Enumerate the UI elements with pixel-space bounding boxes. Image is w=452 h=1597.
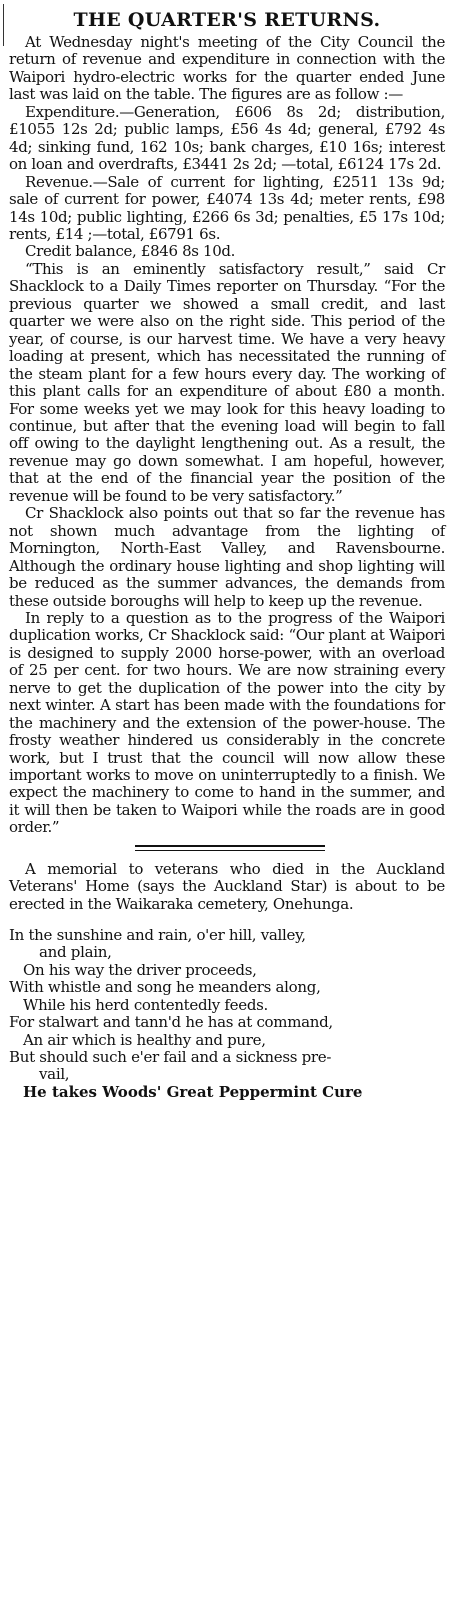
- advertisement-poem: [9, 927, 445, 1101]
- poem-line: But should such e'er fail and a sickness pre-: [9, 1047, 332, 1066]
- poem-line: With whistle and song he meanders along,: [9, 978, 321, 997]
- memorial-notice: [9, 861, 445, 913]
- poem-line: On his way the driver proceeds,: [23, 960, 257, 979]
- divider-rule: [135, 845, 325, 851]
- newspaper-column: [9, 0, 445, 1101]
- poem-line: An air which is healthy and pure,: [23, 1030, 266, 1049]
- poem-line: He takes Woods' Great Peppermint Cure: [23, 1082, 363, 1101]
- poem-line: vail,: [39, 1065, 70, 1084]
- article-paragraph: Expenditure.—Generation, £606 8s 2d; distribution, £1055 12s 2d; public lamps, £56 4s 4d; general, £792 4s 4d; sinking fund, 162 10s; bank charges, £10 16s; interest on loan and overdrafts, £3441 2s 2d; —total, £6124 17s 2d.: [9, 102, 445, 174]
- notice-paragraph: A memorial to veterans who died in the Auckland Veterans' Home (says the Auckland Star) is about to be erected in the Waikaraka cemetery, Onehunga.: [9, 859, 445, 913]
- margin-mark: [3, 4, 4, 46]
- poem-line: For stalwart and tann'd he has at command,: [9, 1013, 333, 1032]
- article-paragraph: At Wednesday night's meeting of the City Council the return of revenue and expenditure in connection with the Waipori hydro-electric works for the quarter ended June last was laid on the table. The figures are as follow :—: [9, 33, 445, 104]
- poem-line: In the sunshine and rain, o'er hill, valley,: [9, 926, 306, 945]
- poem-line: While his herd contentedly feeds.: [23, 995, 268, 1014]
- article-paragraph: Revenue.—Sale of current for lighting, £2511 13s 9d; sale of current for power, £4074 13s 4d; meter rents, £98 14s 10d; public lighting, £266 6s 3d; penalties, £5 17s 10d; rents, £14 ;—total, £6791 6s.: [9, 172, 445, 243]
- article-body: [9, 34, 445, 837]
- article-paragraph: “This is an eminently satisfactory result,” said Cr Shacklock to a Daily Times reporter on Thursday. “For the previous quarter we showed a small credit, and last quarter we were also on the right side. This period of the year, of course, is our harvest time. We have a very heavy loading at present, which has necessitated the running of the steam plant for a few hours every day. The working of this plant calls for an expenditure of about £80 a month. For some weeks yet we may look for this heavy loading to continue, but after that the evening load will begin to fall off owing to the daylight lengthening out. As a result, the revenue may go down somewhat. I am hopeful, however, that at the end of the financial year the position of the revenue will be found to be very satisfactory.”: [9, 259, 445, 505]
- poem-line: and plain,: [39, 943, 112, 962]
- article-paragraph: Cr Shacklock also points out that so far the revenue has not shown much advantage from the lighting of Mornington, North-East Valley, and Ravensbourne. Although the ordinary house lighting and shop lighting will be reduced as the summer advances, the demands from these outside boroughs will help to keep up the revenue.: [9, 504, 445, 610]
- article-paragraph: In reply to a question as to the progress of the Waipori duplication works, Cr Shacklock said: “Our plant at Waipori is designed to supply 2000 horse-power, with an overload of 25 per cent. for two hours. We are now straining every nerve to get the duplication of the power into the city by next winter. A start has been made with the foundations for the machinery and the extension of the power-house. The frosty weather hindered us considerably in the concrete work, but I trust that the council will now allow these important works to move on uninterruptedly to a finish. We expect the machinery to come to hand in the summer, and it will then be taken to Waipori while the roads are in good order.”: [9, 608, 445, 837]
- article-paragraph: Credit balance, £846 8s 10d.: [25, 242, 236, 261]
- article-title: THE QUARTER'S RETURNS.: [73, 9, 381, 31]
- section-divider: [9, 837, 445, 861]
